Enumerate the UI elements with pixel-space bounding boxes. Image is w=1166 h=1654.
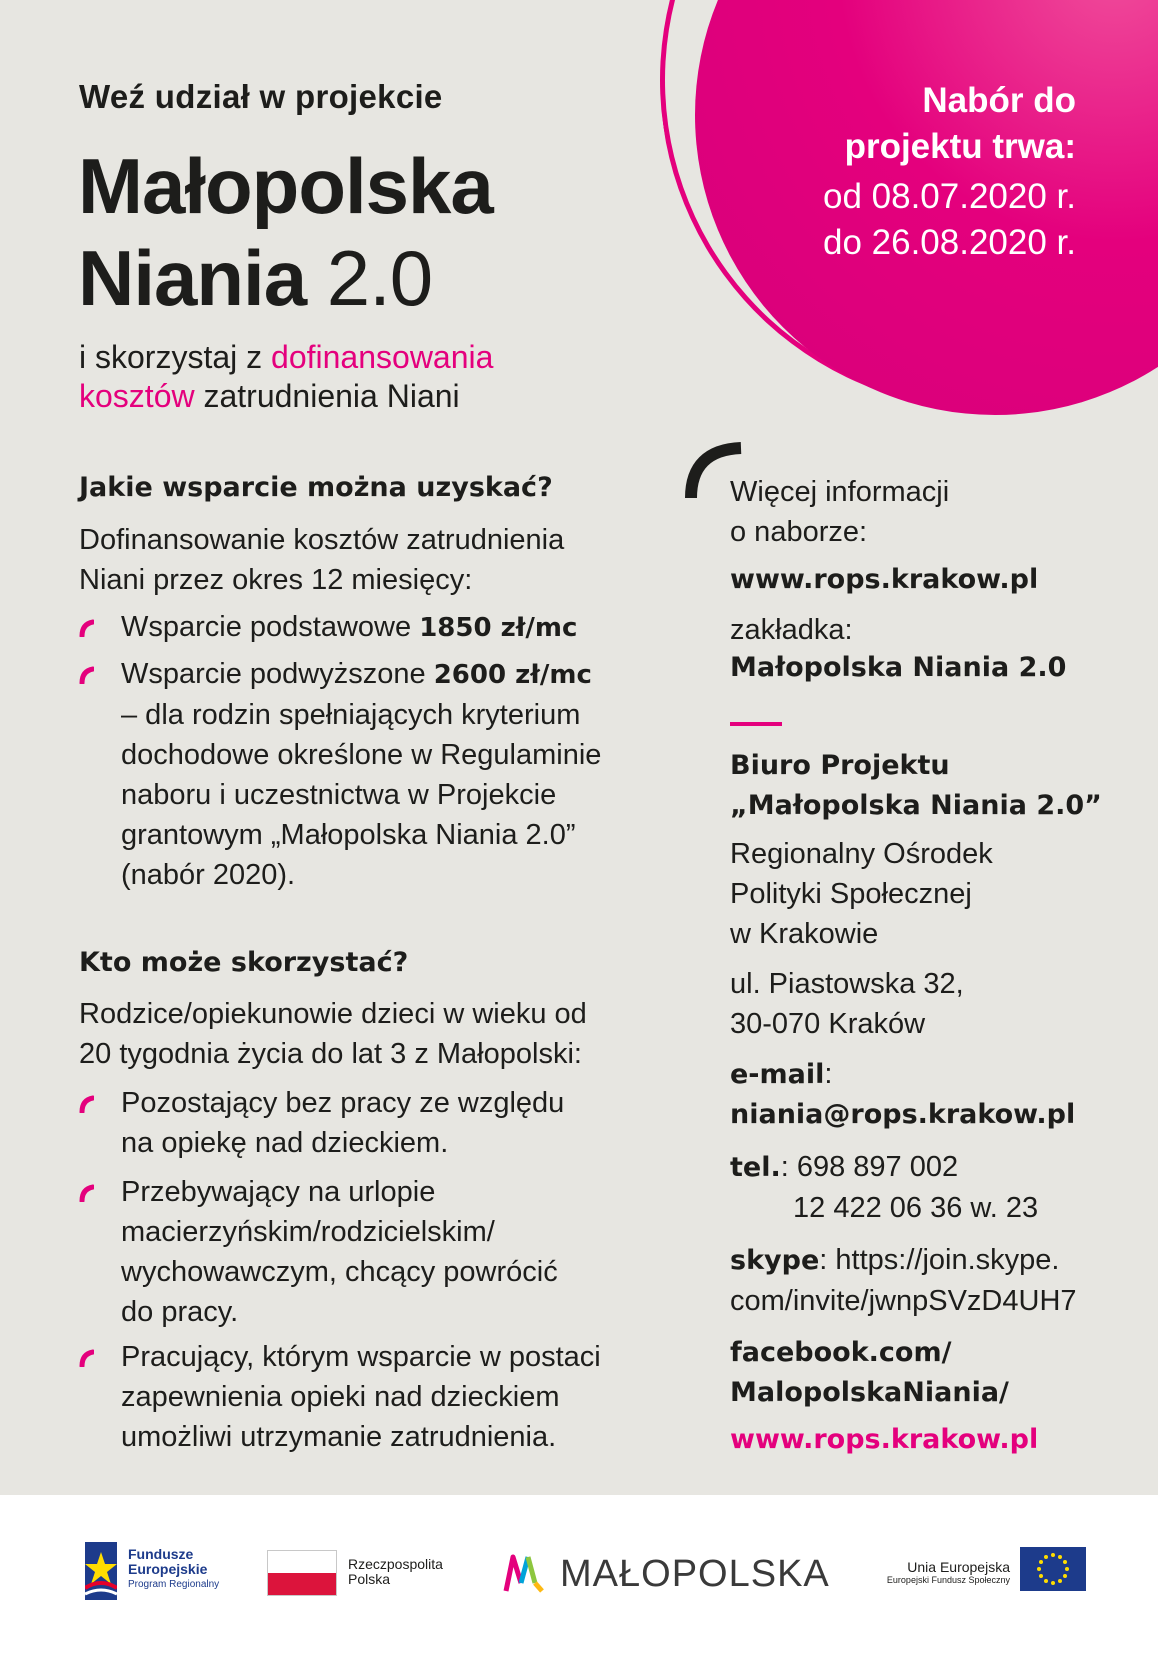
bullet-line: umożliwi utrzymanie zatrudnienia. <box>121 1421 557 1453</box>
polish-flag-icon <box>267 1550 337 1596</box>
bullet-arc-icon <box>79 619 94 637</box>
website-footer-link[interactable]: www.rops.krakow.pl <box>730 1424 1039 1455</box>
european-funds-label <box>128 1547 219 1592</box>
tab-label: zakładka: <box>730 614 853 646</box>
bullet-text: Wsparcie podwyższone <box>121 658 434 690</box>
tel-number-1: : 698 897 002 <box>780 1151 959 1183</box>
org-line-3: w Krakowie <box>730 918 879 950</box>
ue-line-2: Europejski Fundusz Społeczny <box>886 1575 1010 1585</box>
org-line-1: Regionalny Ośrodek <box>730 838 993 870</box>
european-funds-logo-icon <box>85 1542 117 1600</box>
email-block <box>730 1054 1075 1135</box>
email-link[interactable]: niania@rops.krakow.pl <box>730 1099 1076 1130</box>
bullet-line: Pracujący, którym wsparcie w postaci <box>121 1341 601 1373</box>
eu-label <box>850 1559 1010 1585</box>
title-niania: Niania <box>78 234 307 322</box>
support-intro-line-1: Dofinansowanie kosztów zatrudnienia <box>79 524 565 556</box>
bullet-line: macierzyńskim/rodzicielskim/ <box>121 1216 495 1248</box>
bullet-line: dochodowe określone w Regulaminie <box>121 739 602 771</box>
fe-line-3: Program Regionalny <box>128 1579 220 1590</box>
bullet-line: (nabór 2020). <box>121 859 296 891</box>
eu-flag-icon <box>1020 1547 1086 1591</box>
fe-line-1: Fundusze <box>128 1546 194 1562</box>
bullet-line: naboru i uczestnictwa w Projekcie <box>121 779 557 811</box>
more-info-text <box>730 472 949 552</box>
bullet-line: – dla rodzin spełniających kryterium <box>121 699 581 731</box>
bullet-amount: 2600 zł/mc <box>433 660 592 690</box>
address-line-2: 30-070 Kraków <box>730 1008 926 1040</box>
support-intro-line-2: Niani przez okres 12 miesięcy: <box>79 564 473 596</box>
skype-label: skype <box>730 1245 820 1276</box>
phone-block <box>730 1147 1038 1228</box>
bullet-line: Przebywający na urlopie <box>121 1176 436 1208</box>
office-line-1: Biuro Projektu <box>730 750 950 781</box>
bullet-arc-icon <box>79 1095 94 1113</box>
office-line-2: „Małopolska Niania 2.0” <box>730 790 1102 821</box>
title-line-1: Małopolska <box>78 142 493 230</box>
more-info-line-2: o naborze: <box>730 516 868 548</box>
rp-line-1: Rzeczpospolita <box>348 1556 443 1572</box>
subtitle-part-1: i skorzystaj z <box>79 339 272 375</box>
support-heading: Jakie wsparcie można uzyskać? <box>79 472 553 503</box>
page-title <box>78 140 493 324</box>
bullet-line: grantowym „Małopolska Niania 2.0” <box>121 819 576 851</box>
bullet-amount: 1850 zł/mc <box>419 613 578 643</box>
bullet-line: na opiekę nad dzieckiem. <box>121 1127 449 1159</box>
subtitle-part-2: zatrudnienia Niani <box>194 378 460 414</box>
more-info-line-1: Więcej informacji <box>730 476 950 508</box>
subtitle-highlight-2: kosztów <box>79 378 195 414</box>
recruitment-line-1: Nabór do <box>922 81 1076 120</box>
bullet-line: do pracy. <box>121 1296 239 1328</box>
facebook-line-1: facebook.com/ <box>730 1337 952 1368</box>
fe-line-2: Europejskie <box>128 1561 208 1577</box>
title-version: 2.0 <box>326 234 433 322</box>
bullet-arc-icon <box>79 1349 94 1367</box>
address <box>730 964 964 1044</box>
org-line-2: Polityki Społecznej <box>730 878 972 910</box>
rp-line-2: Polska <box>348 1571 391 1587</box>
facebook-line-2: MalopolskaNiania/ <box>730 1377 1009 1408</box>
address-line-1: ul. Piastowska 32, <box>730 968 964 1000</box>
malopolska-label: MAŁOPOLSKA <box>560 1553 830 1595</box>
bullet-line: wychowawczym, chcący powrócić <box>121 1256 558 1288</box>
office-heading <box>730 746 1102 826</box>
subtitle <box>79 338 493 416</box>
kicker-text: Weź udział w projekcie <box>79 78 443 115</box>
website-link[interactable]: www.rops.krakow.pl <box>730 564 1039 595</box>
eligibility-intro-line-2: 20 tygodnia życia do lat 3 z Małopolski: <box>79 1038 582 1070</box>
footer-logos <box>0 1495 1166 1654</box>
polish-republic-label <box>348 1557 443 1587</box>
pink-divider <box>730 722 782 726</box>
bullet-arc-icon <box>79 1184 94 1202</box>
support-intro <box>79 520 564 600</box>
skype-block <box>730 1240 1077 1321</box>
recruitment-start-date: od 08.07.2020 r. <box>823 177 1076 216</box>
ue-line-1: Unia Europejska <box>907 1559 1010 1575</box>
eligibility-intro-line-1: Rodzice/opiekunowie dzieci w wieku od <box>79 998 587 1030</box>
organization-name <box>730 834 993 954</box>
tel-number-2: 12 422 06 36 w. 23 <box>793 1192 1039 1224</box>
bullet-line: zapewnienia opieki nad dzieckiem <box>121 1381 560 1413</box>
bullet-text: Wsparcie podstawowe <box>121 611 420 643</box>
title-line-2 <box>78 232 493 324</box>
eligibility-heading: Kto może skorzystać? <box>79 947 409 978</box>
recruitment-dates <box>716 78 1076 266</box>
skype-url-1[interactable]: : https://join.skype. <box>819 1244 1060 1276</box>
tel-label: tel. <box>730 1152 781 1183</box>
email-colon: : <box>824 1058 833 1090</box>
tab-value: Małopolska Niania 2.0 <box>730 652 1067 683</box>
facebook-link[interactable] <box>730 1333 1009 1413</box>
malopolska-logo-icon <box>503 1553 545 1593</box>
bullet-line: Pozostający bez pracy ze względu <box>121 1087 565 1119</box>
email-label: e-mail <box>730 1059 825 1090</box>
eligibility-intro <box>79 994 587 1074</box>
recruitment-end-date: do 26.08.2020 r. <box>823 223 1076 262</box>
subtitle-highlight-1: dofinansowania <box>271 339 494 375</box>
bullet-arc-icon <box>79 666 94 684</box>
recruitment-line-2: projektu trwa: <box>844 127 1076 166</box>
skype-url-2[interactable]: com/invite/jwnpSVzD4UH7 <box>730 1285 1077 1317</box>
